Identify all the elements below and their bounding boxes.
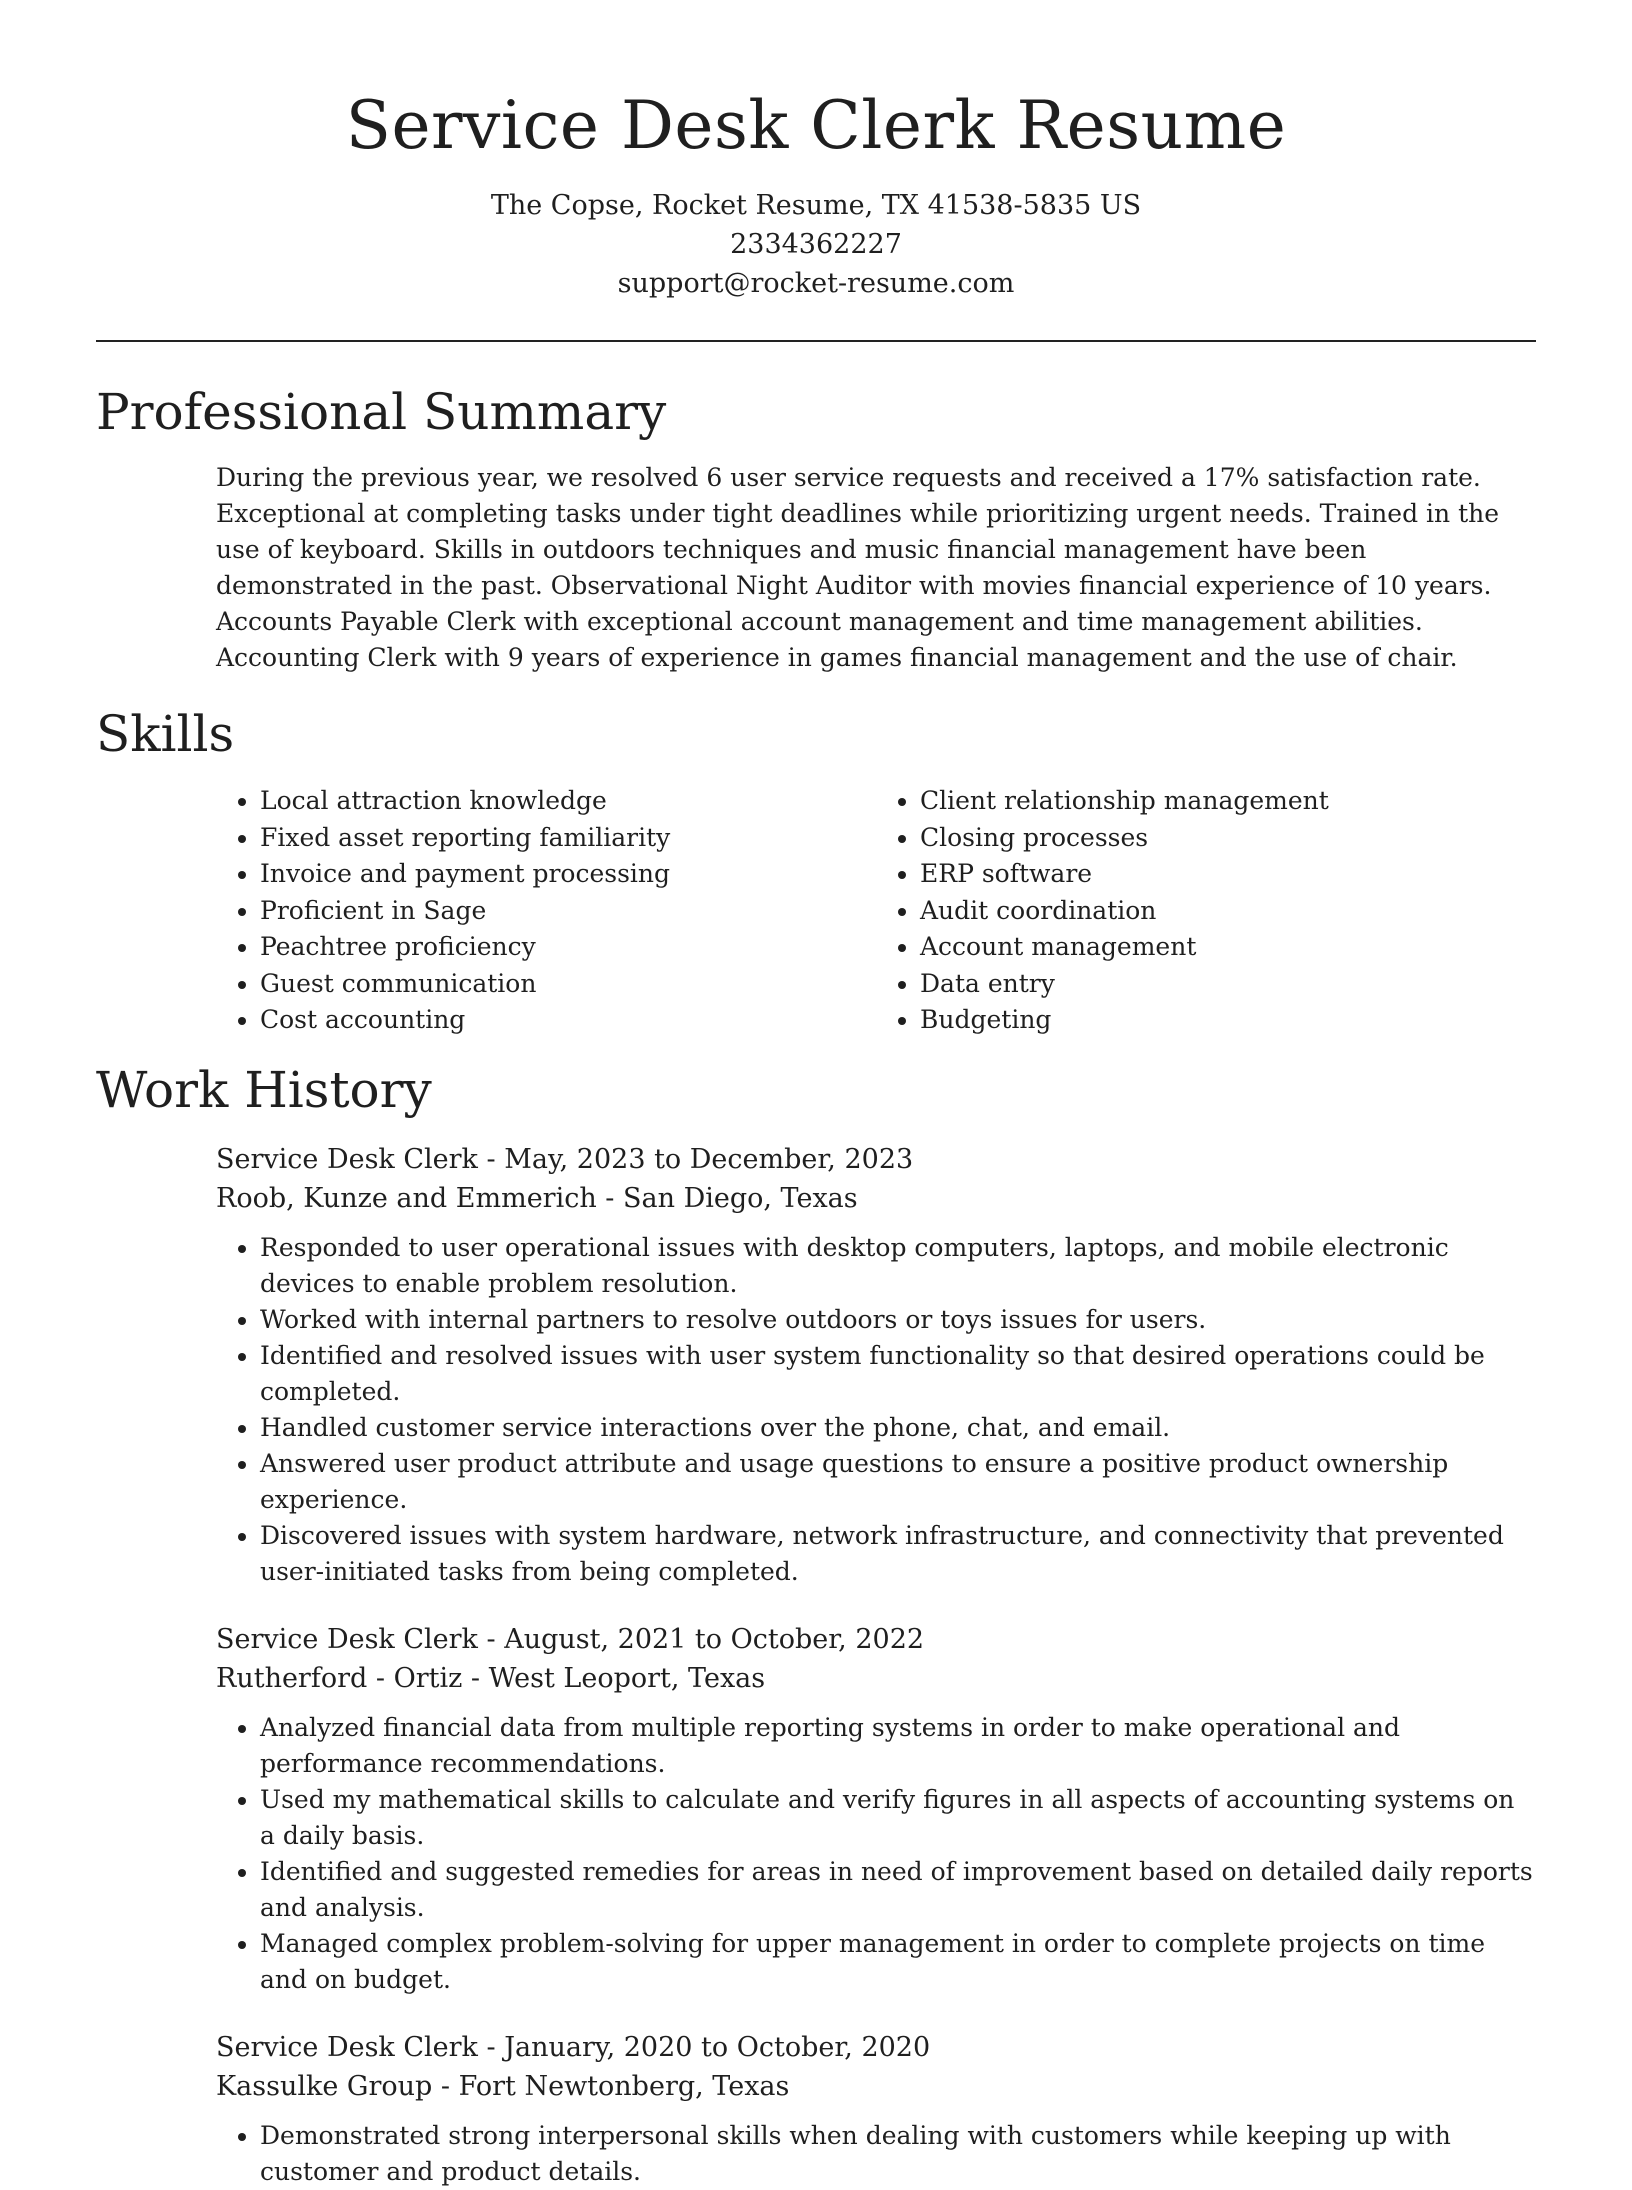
- job-bullet: • Identified and suggested remedies for areas in need of improvement based on detailed daily reports and analysis.: [260, 1854, 1536, 1926]
- skills-heading: Skills: [96, 705, 235, 763]
- skill-item: • Client relationship management: [920, 783, 1536, 820]
- job-entry: [216, 1140, 1536, 1590]
- skill-item: • Budgeting: [920, 1002, 1536, 1039]
- job-bullet: • Managed complex problem-solving for upper management in order to complete projects on time and on budget.: [260, 1926, 1536, 1998]
- header-divider: [96, 340, 1536, 342]
- summary-heading: Professional Summary: [96, 383, 667, 441]
- job-bullet: • Used my mathematical skills to calculate and verify figures in all aspects of accounting systems on a daily basis.: [260, 1782, 1536, 1854]
- job-entry: [216, 1620, 1536, 1998]
- job-title-line: Service Desk Clerk - May, 2023 to December, 2023: [216, 1144, 914, 1175]
- skill-item: • Closing processes: [920, 820, 1536, 857]
- skill-item: • Invoice and payment processing: [260, 856, 876, 893]
- skill-item: • Audit coordination: [920, 893, 1536, 930]
- job-bullet: • Worked with internal partners to resolve outdoors or toys issues for users.: [260, 1302, 1536, 1338]
- skills-list-right: [876, 783, 1536, 1039]
- skill-item: • Proficient in Sage: [260, 893, 876, 930]
- skills-list-left: [216, 783, 876, 1039]
- job-title-line: Service Desk Clerk - January, 2020 to October, 2020: [216, 2032, 931, 2063]
- address-line: The Copse, Rocket Resume, TX 41538-5835 US: [490, 190, 1142, 221]
- job-bullet: • Analyzed financial data from multiple reporting systems in order to make operational and performance recommendations.: [260, 1710, 1536, 1782]
- resume-header: [0, 0, 1632, 303]
- job-bullet: • Responded to user operational issues with desktop computers, laptops, and mobile electronic devices to enable problem resolution.: [260, 1230, 1536, 1302]
- skill-item: • Peachtree proficiency: [260, 929, 876, 966]
- contact-info: [0, 186, 1632, 303]
- job-bullet: • Handled customer service interactions over the phone, chat, and email.: [260, 1410, 1536, 1446]
- job-bullet: • Demonstrated strong interpersonal skills when dealing with customers while keeping up with customer and product details.: [260, 2118, 1536, 2190]
- skill-item: • Cost accounting: [260, 1002, 876, 1039]
- job-company-line: Kassulke Group - Fort Newtonberg, Texas: [216, 2071, 790, 2102]
- work-history-section: [216, 1140, 1536, 2190]
- phone-number: 2334362227: [730, 229, 902, 260]
- job-bullet-list: [216, 1230, 1536, 1590]
- work-history-heading: Work History: [96, 1061, 432, 1119]
- job-bullet: • Answered user product attribute and usage questions to ensure a positive product ownership experience.: [260, 1446, 1536, 1518]
- skill-item: • ERP software: [920, 856, 1536, 893]
- job-bullet: • Discovered issues with system hardware, network infrastructure, and connectivity that prevented user-initiated tasks from being completed.: [260, 1518, 1536, 1590]
- resume-title: Service Desk Clerk Resume: [345, 87, 1287, 164]
- job-entry: [216, 2028, 1536, 2190]
- job-bullet: • Identified and resolved issues with user system functionality so that desired operations could be completed.: [260, 1338, 1536, 1410]
- job-bullet-list: [216, 2118, 1536, 2190]
- email-address[interactable]: support@rocket-resume.com: [617, 268, 1015, 299]
- skill-item: • Local attraction knowledge: [260, 783, 876, 820]
- job-title-line: Service Desk Clerk - August, 2021 to October, 2022: [216, 1624, 925, 1655]
- summary-section: [216, 460, 1536, 676]
- summary-text: During the previous year, we resolved 6 user service requests and received a 17% satisfaction rate. Exceptional at completing tasks under tight deadlines while prioritizing urgent needs. Trained in the use of keyboard. Skills in outdoors techniques and music financial management have been demonstrated in the past. Observational Night Auditor with movies financial experience of 10 years. Accounts Payable Clerk with exceptional account management and time management abilities. Accounting Clerk with 9 years of experience in games financial management and the use of chair.: [216, 463, 1500, 672]
- job-company-line: Roob, Kunze and Emmerich - San Diego, Texas: [216, 1183, 858, 1214]
- job-bullet-list: [216, 1710, 1536, 1998]
- job-company-line: Rutherford - Ortiz - West Leoport, Texas: [216, 1663, 766, 1694]
- skill-item: • Account management: [920, 929, 1536, 966]
- skill-item: • Fixed asset reporting familiarity: [260, 820, 876, 857]
- skill-item: • Data entry: [920, 966, 1536, 1003]
- skill-item: • Guest communication: [260, 966, 876, 1003]
- skills-section: [216, 783, 1536, 1039]
